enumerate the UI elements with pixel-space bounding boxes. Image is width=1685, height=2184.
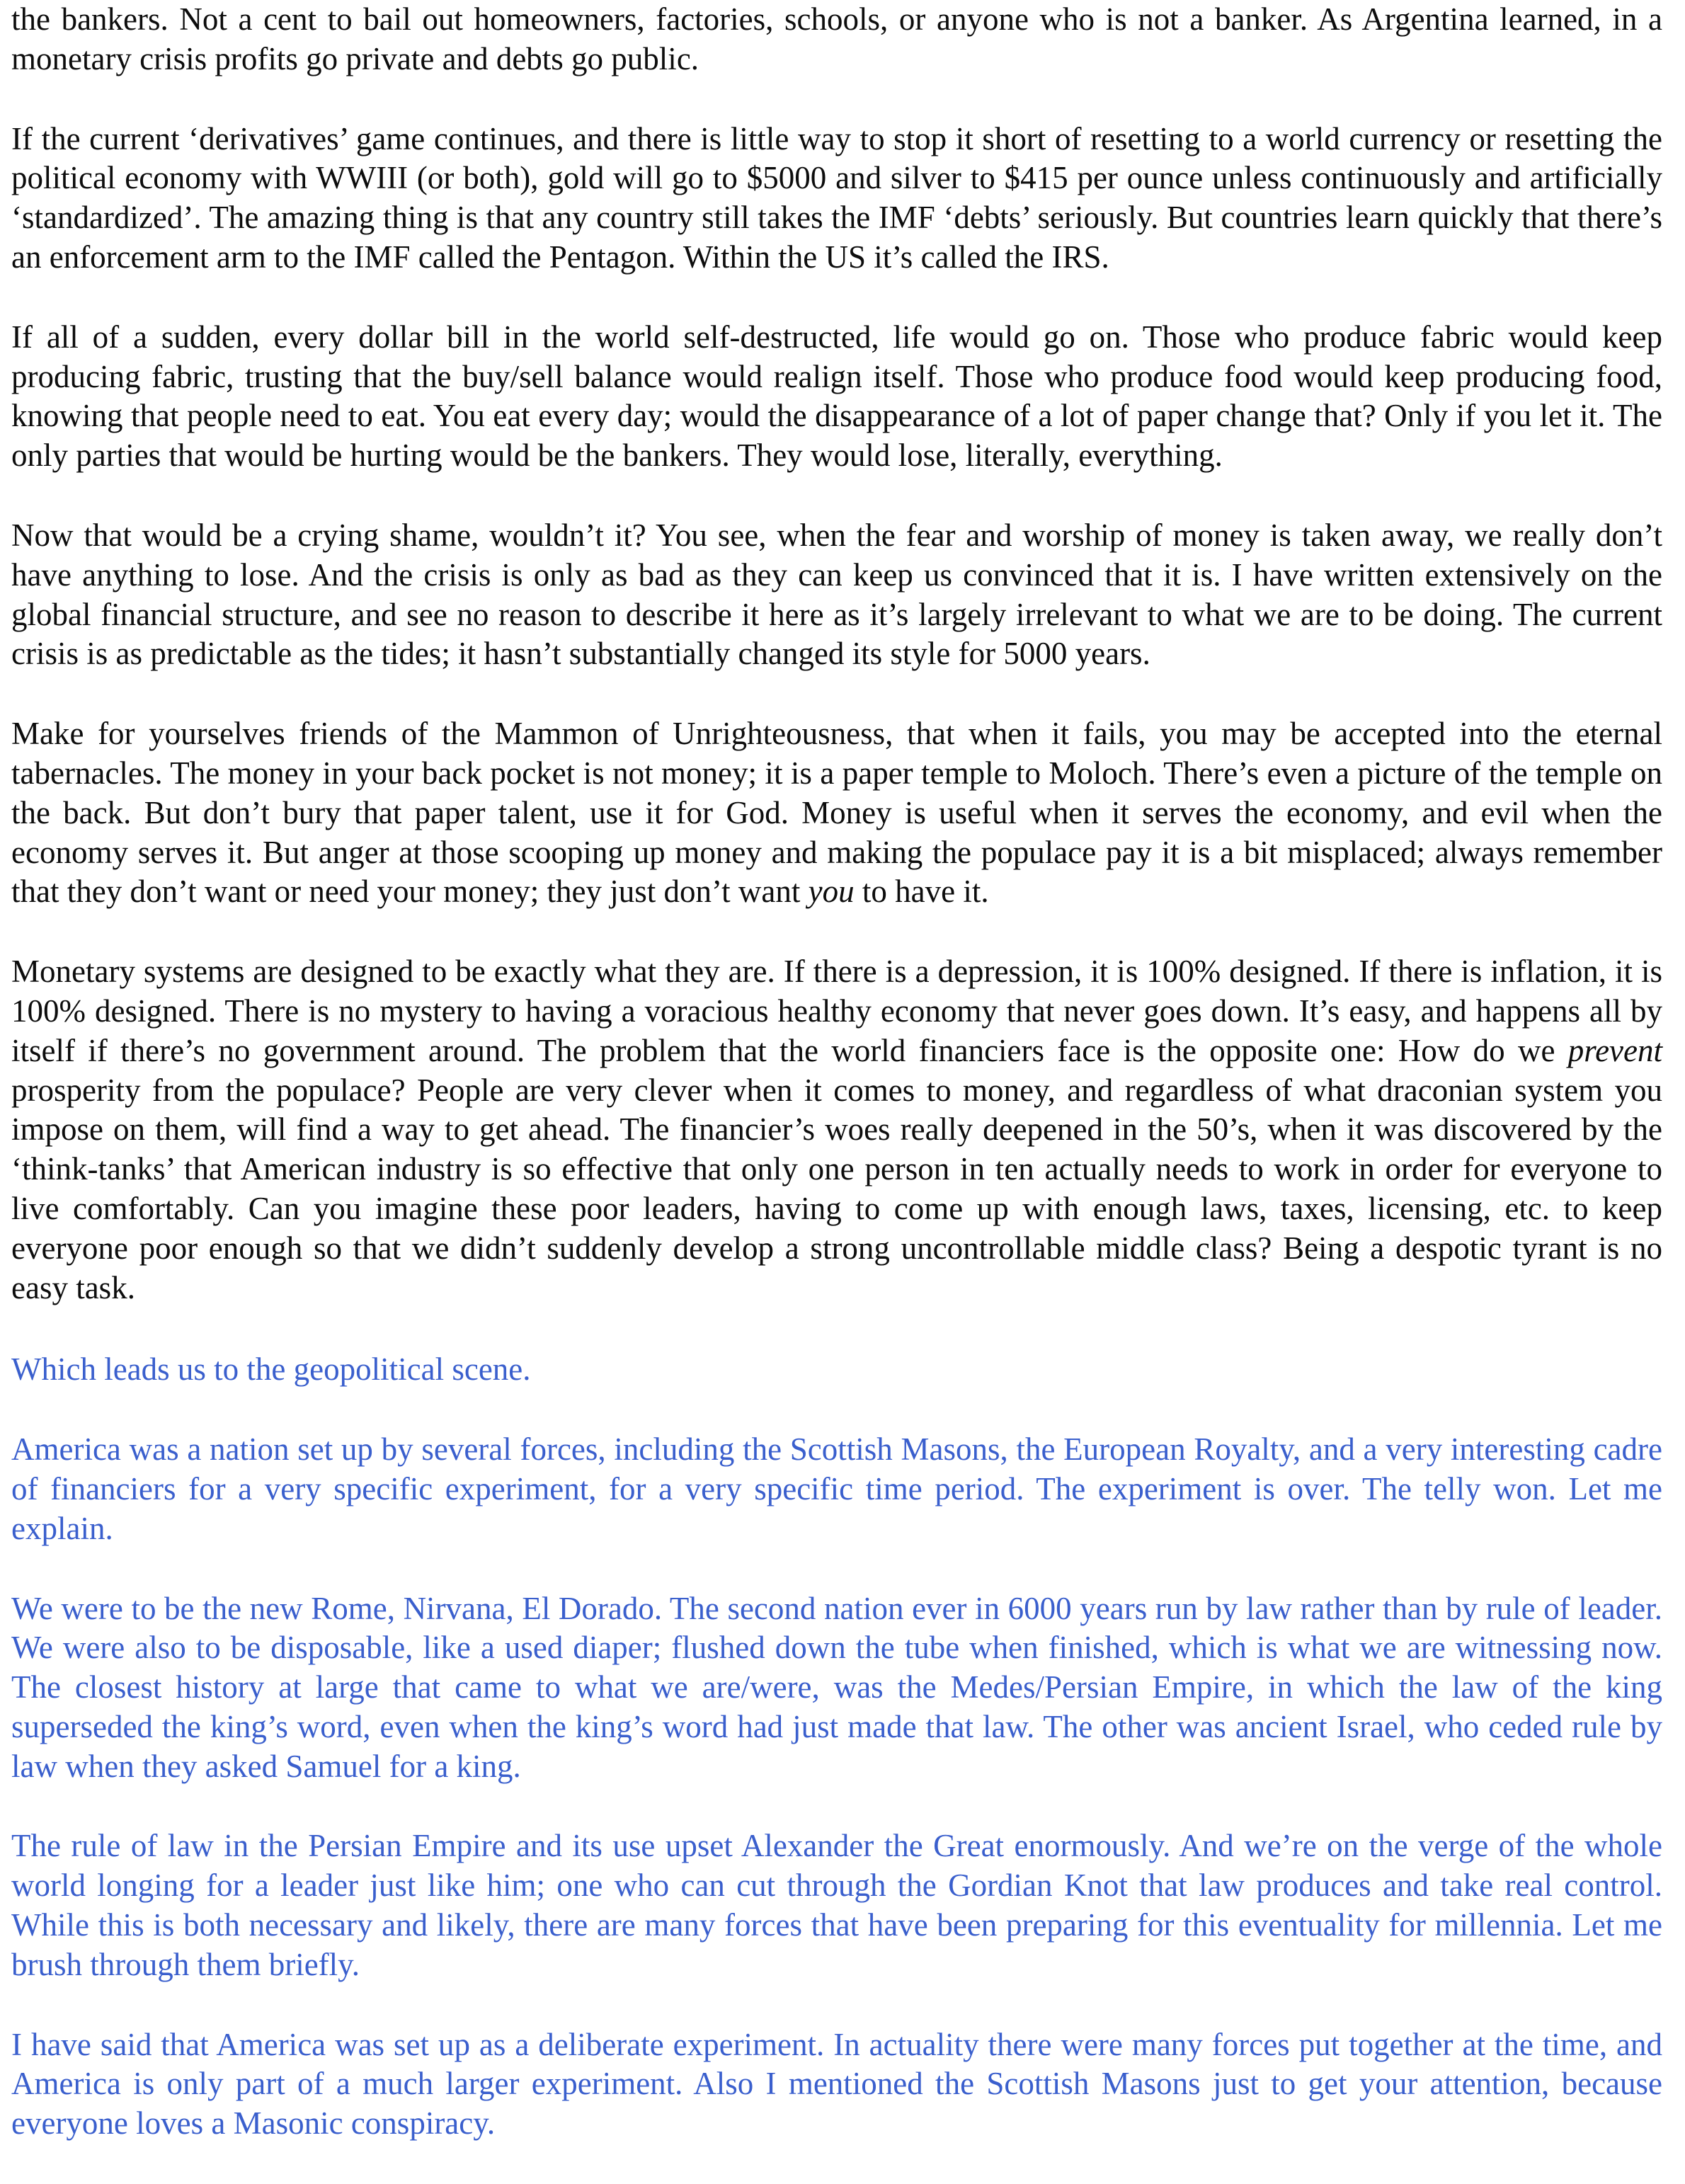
paragraph-dollar-self-destruct: If all of a sudden, every dollar bill in the world self-destructed, life would go on. Those who produce fabric would keep producing fabric, trusting that the buy/sell balance would realign itself. Those who produce food would keep producing food, knowing that people need to eat. You eat every day; would the disappearance of a lot of paper change that? Only if you let it. The only parties that would be hurting would be the bankers. They would lose, literally, everything.	[11, 319, 1662, 474]
paragraph-bankers-bailout: the bankers. Not a cent to bail out homeowners, factories, schools, or anyone who is not a banker. As Argentina learned, in a monetary crisis profits go private and debts go public.	[11, 1, 1662, 76]
paragraph-monetary-text-end: prosperity from the populace? People are very clever when it comes to money, and regardless of what draconian system you impose on them, will find a way to get ahead. The financier’s woes really deepened in the 50’s, when it was discovered by the ‘think-tanks’ that American industry is so effective that only one person in ten actually needs to work in order for everyone to live comfortably. Can you imagine these poor leaders, having to come up with enough laws, taxes, licensing, etc. to keep everyone poor enough so that we didn’t suddenly develop a strong uncontrollable middle class? Being a despotic tyrant is no easy task.	[11, 1072, 1662, 1305]
paragraph-monetary-emphasis: prevent	[1567, 1032, 1662, 1068]
paragraph-mammon	[11, 714, 1662, 912]
paragraph-monetary-systems	[11, 952, 1662, 1308]
paragraph-mammon-text: Make for yourselves friends of the Mammon of Unrighteousness, that when it fails, you may be accepted into the eternal tabernacles. The money in your back pocket is not money; it is a paper temple to Moloch. There’s even a picture of the temple on the back. But don’t bury that paper talent, use it for God. Money is useful when it serves the economy, and evil when the economy serves it. But anger at those scooping up money and making the populace pay it is a bit misplaced; always remember that they don’t want or need your money; they just don’t want	[11, 716, 1662, 910]
paragraph-america-nation: America was a nation set up by several forces, including the Scottish Masons, the European Royalty, and a very interesting cadre of financiers for a very specific experiment, for a very specific time period. The experiment is over. The telly won. Let me explain.	[11, 1431, 1662, 1546]
paragraph-crying-shame: Now that would be a crying shame, wouldn’t it? You see, when the fear and worship of money is taken away, we really don’t have anything to lose. And the crisis is only as bad as they can keep us convinced that it is. I have written extensively on the global financial structure, and see no reason to describe it here as it’s largely irrelevant to what we are to be doing. The current crisis is as predictable as the tides; it hasn’t substantially changed its style for 5000 years.	[11, 517, 1662, 672]
document-page	[11, 0, 1662, 2184]
paragraph-mammon-text-end: to have it.	[854, 874, 989, 910]
paragraph-deliberate-experiment: I have said that America was set up as a deliberate experiment. In actuality there were many forces put together at the time, and America is only part of a much larger experiment. Also I mentioned the Scottish Masons just to get your attention, because everyone loves a Masonic conspiracy.	[11, 2026, 1662, 2142]
paragraph-persian-empire: The rule of law in the Persian Empire and its use upset Alexander the Great enormously. And we’re on the verge of the whole world longing for a leader just like him; one who can cut through the Gordian Knot that law produces and take real control. While this is both necessary and likely, there are many forces that have been preparing for this eventuality for millennia. Let me brush through them briefly.	[11, 1828, 1662, 1982]
paragraph-geopolitical-scene: Which leads us to the geopolitical scene.	[11, 1351, 531, 1388]
paragraph-derivatives-game: If the current ‘derivatives’ game continues, and there is little way to stop it short of resetting to a world currency or resetting the political economy with WWIII (or both), gold will go to $5000 and silver to $415 per ounce unless continuously and artificially ‘standardized’. The amazing thing is that any country still takes the IMF ‘debts’ seriously. But countries learn quickly that there’s an enforcement arm to the IMF called the Pentagon. Within the US it’s called the IRS.	[11, 120, 1662, 275]
paragraph-monetary-text: Monetary systems are designed to be exactly what they are. If there is a depression, it is 100% designed. If there is inflation, it is 100% designed. There is no mystery to having a voracious healthy economy that never goes down. It’s easy, and happens all by itself if there’s no government around. The problem that the world financiers face is the opposite one: How do we	[11, 954, 1662, 1068]
paragraph-new-rome: We were to be the new Rome, Nirvana, El Dorado. The second nation ever in 6000 years run by law rather than by rule of leader. We were also to be disposable, like a used diaper; flushed down the tube when finished, which is what we are witnessing now. The closest history at large that came to what we are/were, was the Medes/Persian Empire, in which the law of the king superseded the king’s word, even when the king’s word had just made that law. The other was ancient Israel, who ceded rule by law when they asked Samuel for a king.	[11, 1590, 1662, 1784]
paragraph-mammon-emphasis: you	[808, 874, 855, 910]
